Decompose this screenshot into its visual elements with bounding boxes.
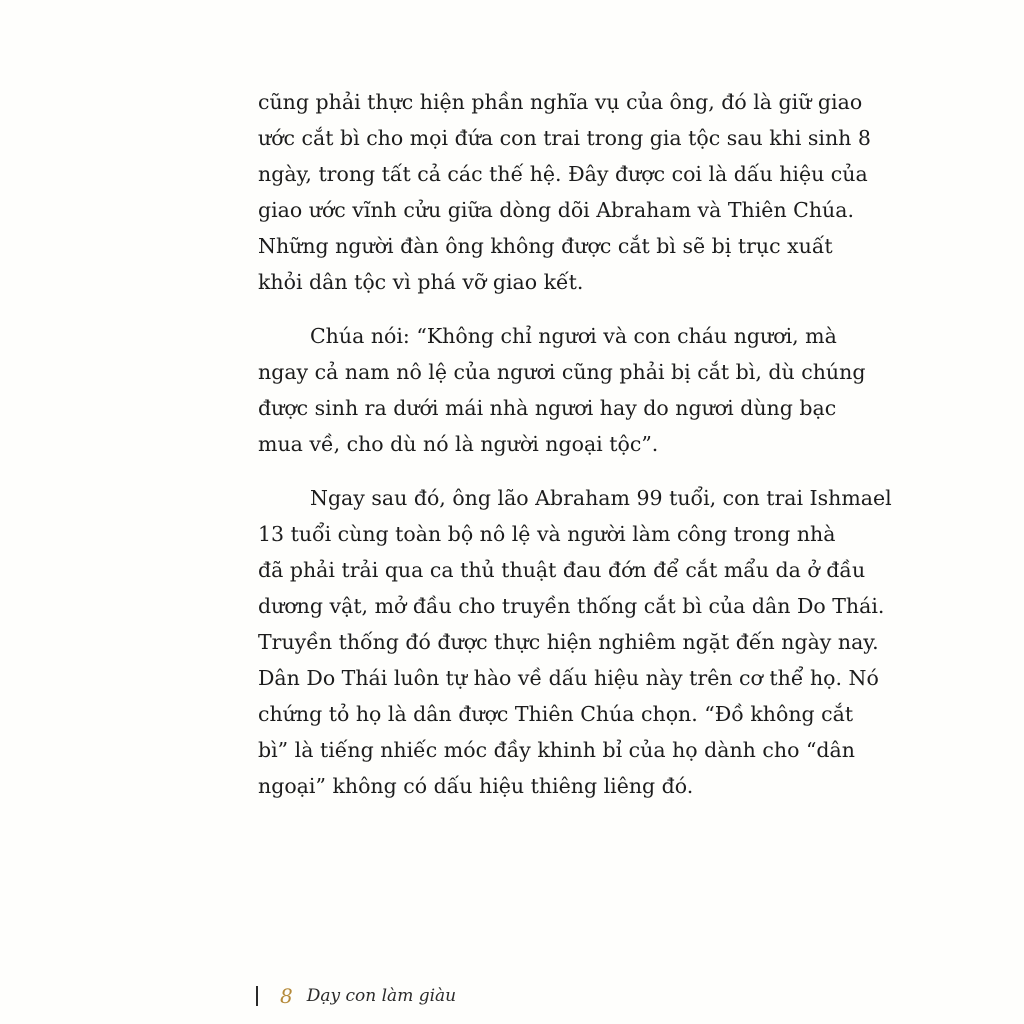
running-title: Dạy con làm giàu xyxy=(306,986,457,1006)
text-line: chứng tỏ họ là dân được Thiên Chúa chọn. “Đồ không cắt xyxy=(258,702,854,726)
text-line: đã phải trải qua ca thủ thuật đau đớn để cắt mẩu da ở đầu xyxy=(258,558,866,582)
text-line: ngay cả nam nô lệ của ngươi cũng phải bị cắt bì, dù chúng xyxy=(258,360,866,384)
text-line: Những người đàn ông không được cắt bì sẽ bị trục xuất xyxy=(258,234,833,258)
footer-divider xyxy=(256,986,258,1006)
text-line: khỏi dân tộc vì phá vỡ giao kết. xyxy=(258,270,584,294)
text-line: dương vật, mở đầu cho truyền thống cắt bì của dân Do Thái. xyxy=(258,594,885,618)
text-line: 13 tuổi cùng toàn bộ nô lệ và người làm công trong nhà xyxy=(258,522,836,546)
paragraph-1 xyxy=(258,84,871,300)
text-line: ngày, trong tất cả các thế hệ. Đây được coi là dấu hiệu của xyxy=(258,162,868,186)
text-line: giao ước vĩnh cửu giữa dòng dõi Abraham và Thiên Chúa. xyxy=(258,198,854,222)
page-number: 8 xyxy=(280,984,293,1008)
text-line: cũng phải thực hiện phần nghĩa vụ của ông, đó là giữ giao xyxy=(258,90,863,114)
page-footer xyxy=(256,984,456,1008)
text-line: Ngay sau đó, ông lão Abraham 99 tuổi, con trai Ishmael xyxy=(310,486,892,510)
text-line: được sinh ra dưới mái nhà ngươi hay do ngươi dùng bạc xyxy=(258,396,837,420)
text-line: Dân Do Thái luôn tự hào về dấu hiệu này trên cơ thể họ. Nó xyxy=(258,666,879,690)
text-line: bì” là tiếng nhiếc móc đầy khinh bỉ của họ dành cho “dân xyxy=(258,738,855,762)
text-line: Chúa nói: “Không chỉ ngươi và con cháu ngươi, mà xyxy=(310,324,837,348)
paragraph-2 xyxy=(258,318,866,462)
text-line: ước cắt bì cho mọi đứa con trai trong gia tộc sau khi sinh 8 xyxy=(258,126,871,150)
text-line: ngoại” không có dấu hiệu thiêng liêng đó. xyxy=(258,774,694,798)
paragraph-3 xyxy=(258,480,892,804)
text-line: mua về, cho dù nó là người ngoại tộc”. xyxy=(258,432,659,456)
body-text xyxy=(258,84,892,822)
text-line: Truyền thống đó được thực hiện nghiêm ngặt đến ngày nay. xyxy=(258,630,879,654)
